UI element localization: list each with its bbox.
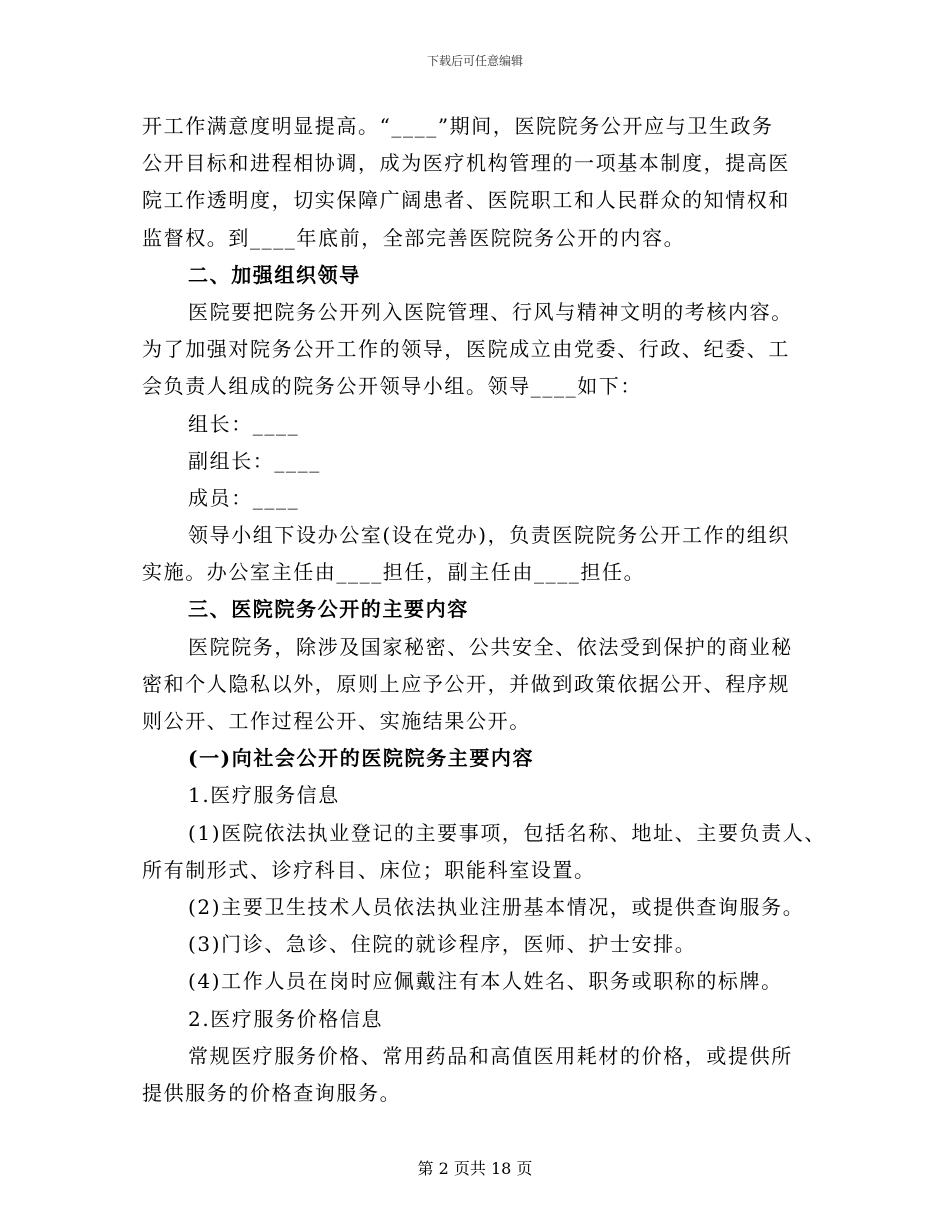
- section-heading: (一)向社会公开的医院院务主要内容: [188, 746, 535, 771]
- text-line: 则公开、工作过程公开、实施结果公开。: [142, 709, 531, 733]
- text-line: 监督权。到____年底前，全部完善医院院务公开的内容。: [142, 225, 686, 250]
- text-line: 实施。办公室主任由____担任，副主任由____担任。: [142, 560, 646, 585]
- text-line: 开工作满意度明显提高。“____”期间，医院院务公开应与卫生政务: [142, 114, 774, 138]
- text-line: 成员：____: [188, 485, 300, 510]
- text-line: 医院要把院务公开列入医院管理、行风与精神文明的考核内容。: [188, 299, 793, 324]
- text-line: 院工作透明度，切实保障广阔患者、医院职工和人民群众的知情权和: [142, 188, 790, 213]
- text-line: 公开目标和进程相协调，成为医疗机构管理的一项基本制度，提高医: [142, 151, 790, 176]
- text-line: 2.医疗服务价格信息: [188, 1006, 384, 1031]
- page-header: 下载后可任意编辑: [426, 54, 523, 68]
- section-heading: 三、医院院务公开的主要内容: [188, 597, 469, 622]
- text-line: 会负责人组成的院务公开领导小组。领导____如下：: [142, 374, 642, 399]
- document-body: [142, 108, 826, 1112]
- text-line: 常规医疗服务价格、常用药品和高值医用耗材的价格，或提供所: [188, 1043, 793, 1068]
- section-heading: 二、加强组织领导: [188, 262, 361, 287]
- text-line: 提供服务的价格查询服务。: [142, 1080, 402, 1105]
- text-line: (3)门诊、急诊、住院的就诊程序，医师、护士安排。: [188, 932, 697, 957]
- text-line: 所有制形式、诊疗科目、床位；职能科室设置。: [142, 857, 596, 882]
- text-line: 副组长：____: [188, 448, 321, 473]
- page-footer: 第 2 页共 18 页: [417, 1159, 533, 1178]
- text-line: (4)工作人员在岗时应佩戴注有本人姓名、职务或职称的标牌。: [188, 969, 783, 994]
- text-line: 为了加强对院务公开工作的领导，医院成立由党委、行政、纪委、工: [142, 337, 790, 362]
- text-line: 组长：____: [188, 411, 300, 436]
- text-line: (2)主要卫生技术人员依法执业注册基本情况，或提供查询服务。: [188, 894, 805, 919]
- text-line: 医院院务，除涉及国家秘密、公共安全、依法受到保护的商业秘: [188, 634, 793, 659]
- text-line: 1.医疗服务信息: [188, 783, 340, 808]
- text-line: (1)医院依法执业登记的主要事项，包括名称、地址、主要负责人、: [188, 820, 826, 845]
- text-line: 领导小组下设办公室(设在党办)，负责医院院务公开工作的组织: [188, 523, 791, 548]
- text-line: 密和个人隐私以外，原则上应予公开，并做到政策依据公开、程序规: [142, 671, 790, 696]
